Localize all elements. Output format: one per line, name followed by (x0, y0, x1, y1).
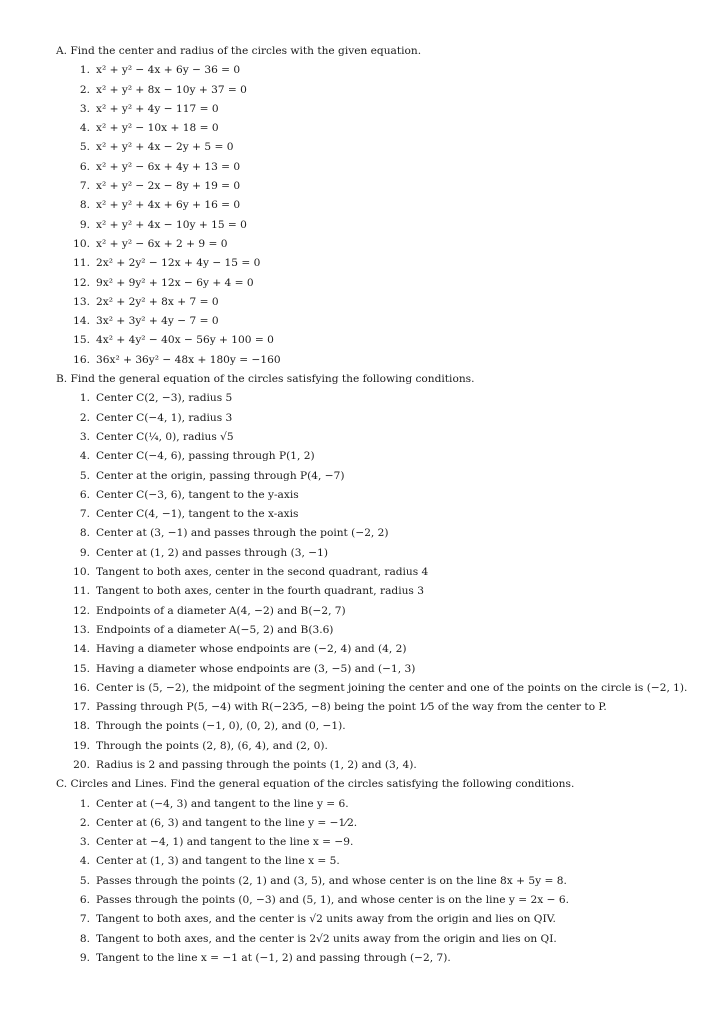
list-item (56, 795, 688, 814)
item-number: 11. (73, 585, 90, 598)
item-number: 9. (79, 951, 90, 964)
item-number: 7. (79, 913, 90, 926)
list-item (56, 274, 688, 293)
item-text: Center at the origin, passing through P(4, −7) (96, 469, 345, 482)
item-number: 5. (79, 874, 90, 887)
list-item (56, 331, 688, 350)
section-c-list (56, 795, 688, 969)
list-item (56, 119, 688, 138)
item-text: Tangent to both axes, center in the second quadrant, radius 4 (96, 566, 429, 579)
item-text: Through the points (2, 8), (6, 4), and (2, 0). (96, 739, 328, 752)
item-text: Center C(4, −1), tangent to the x-axis (96, 508, 299, 521)
item-number: 15. (73, 334, 90, 347)
section-b-heading: B. Find the general equation of the circles satisfying the following conditions. (56, 373, 475, 386)
item-text: x² + y² + 4x + 6y + 16 = 0 (96, 199, 241, 212)
list-item (56, 235, 688, 254)
list-item (56, 138, 688, 157)
item-text: x² + y² − 4x + 6y − 36 = 0 (96, 64, 241, 77)
item-text: Center at (1, 3) and tangent to the line x = 5. (96, 855, 340, 868)
item-number: 1. (79, 797, 90, 810)
item-number: 5. (79, 469, 90, 482)
list-item (56, 467, 688, 486)
list-item (56, 505, 688, 524)
list-item (56, 158, 688, 177)
item-number: 2. (79, 83, 90, 96)
item-text: x² + y² − 10x + 18 = 0 (96, 122, 219, 135)
item-text: Center C(−4, 6), passing through P(1, 2) (96, 450, 315, 463)
list-item (56, 61, 688, 80)
item-text: x² + y² + 4x − 10y + 15 = 0 (96, 218, 247, 231)
item-text: Passes through the points (2, 1) and (3, 5), and whose center is on the line 8x + 5y = 8. (96, 874, 567, 887)
item-text: 9x² + 9y² + 12x − 6y + 4 = 0 (96, 276, 254, 289)
item-number: 15. (73, 662, 90, 675)
item-number: 9. (79, 218, 90, 231)
list-item (56, 447, 688, 466)
list-item (56, 602, 688, 621)
item-number: 8. (79, 199, 90, 212)
list-item (56, 833, 688, 852)
item-text: x² + y² + 8x − 10y + 37 = 0 (96, 83, 247, 96)
item-number: 1. (79, 392, 90, 405)
list-item (56, 544, 688, 563)
item-number: 7. (79, 180, 90, 193)
item-text: Having a diameter whose endpoints are (3, −5) and (−1, 3) (96, 662, 416, 675)
section-b (56, 370, 688, 775)
list-item (56, 293, 688, 312)
item-number: 19. (73, 739, 90, 752)
item-number: 6. (79, 488, 90, 501)
item-text: x² + y² − 6x + 4y + 13 = 0 (96, 160, 241, 173)
list-item (56, 852, 688, 871)
item-text: Having a diameter whose endpoints are (−2, 4) and (4, 2) (96, 643, 407, 656)
item-text: Passes through the points (0, −3) and (5, 1), and whose center is on the line y = 2x − 6. (96, 894, 569, 907)
item-number: 8. (79, 527, 90, 540)
item-text: Tangent to the line x = −1 at (−1, 2) and passing through (−2, 7). (96, 951, 451, 964)
item-text: x² + y² − 6x + 2 + 9 = 0 (96, 237, 228, 250)
item-number: 4. (79, 122, 90, 135)
list-item (56, 660, 688, 679)
item-text: Tangent to both axes, and the center is √2 units away from the origin and lies on QIV. (96, 913, 556, 926)
item-text: Center C(¼, 0), radius √5 (96, 430, 234, 443)
item-text: x² + y² + 4y − 117 = 0 (96, 102, 219, 115)
list-item (56, 428, 688, 447)
item-number: 12. (73, 276, 90, 289)
list-item (56, 949, 688, 968)
list-item (56, 254, 688, 273)
list-item (56, 389, 688, 408)
item-number: 16. (73, 353, 90, 366)
list-item (56, 582, 688, 601)
item-number: 14. (73, 643, 90, 656)
item-text: Center is (5, −2), the midpoint of the segment joining the center and one of the points on the circle is (−2, 1). (96, 681, 688, 694)
list-item (56, 196, 688, 215)
section-c-heading: C. Circles and Lines. Find the general equation of the circles satisfying the following conditions. (56, 778, 575, 791)
list-item (56, 910, 688, 929)
list-item (56, 679, 688, 698)
list-item (56, 891, 688, 910)
list-item (56, 756, 688, 775)
list-item (56, 351, 688, 370)
item-number: 3. (79, 836, 90, 849)
item-text: Center at (−4, 3) and tangent to the line y = 6. (96, 797, 349, 810)
item-text: x² + y² − 2x − 8y + 19 = 0 (96, 180, 241, 193)
item-text: Center C(−3, 6), tangent to the y-axis (96, 488, 299, 501)
item-text: Radius is 2 and passing through the points (1, 2) and (3, 4). (96, 758, 417, 771)
list-item (56, 216, 688, 235)
list-item (56, 640, 688, 659)
item-text: 4x² + 4y² − 40x − 56y + 100 = 0 (96, 334, 274, 347)
item-number: 2. (79, 411, 90, 424)
item-number: 18. (73, 720, 90, 733)
item-number: 1. (79, 64, 90, 77)
item-number: 4. (79, 855, 90, 868)
item-number: 6. (79, 160, 90, 173)
list-item (56, 486, 688, 505)
section-b-list (56, 389, 688, 775)
item-number: 17. (73, 701, 90, 714)
list-item (56, 177, 688, 196)
item-text: Center C(−4, 1), radius 3 (96, 411, 233, 424)
list-item (56, 814, 688, 833)
section-a (56, 42, 688, 370)
item-text: 2x² + 2y² + 8x + 7 = 0 (96, 295, 219, 308)
item-text: Center at (3, −1) and passes through the point (−2, 2) (96, 527, 389, 540)
section-a-list (56, 61, 688, 370)
item-number: 7. (79, 508, 90, 521)
item-number: 20. (73, 758, 90, 771)
item-text: Center C(2, −3), radius 5 (96, 392, 233, 405)
item-text: Endpoints of a diameter A(−5, 2) and B(3.6) (96, 623, 334, 636)
item-number: 2. (79, 816, 90, 829)
section-a-heading: A. Find the center and radius of the circles with the given equation. (56, 45, 422, 57)
item-text: Center at (1, 2) and passes through (3, −1) (96, 546, 328, 559)
list-item (56, 930, 688, 949)
item-text: Through the points (−1, 0), (0, 2), and (0, −1). (96, 720, 346, 733)
item-number: 10. (73, 566, 90, 579)
item-text: Center at (6, 3) and tangent to the line y = −1⁄2. (96, 816, 358, 829)
item-number: 13. (73, 295, 90, 308)
item-number: 8. (79, 932, 90, 945)
item-number: 4. (79, 450, 90, 463)
item-text: Tangent to both axes, and the center is 2√2 units away from the origin and lies on QI. (96, 932, 557, 945)
list-item (56, 312, 688, 331)
list-item (56, 81, 688, 100)
list-item (56, 563, 688, 582)
item-number: 9. (79, 546, 90, 559)
list-item (56, 717, 688, 736)
list-item (56, 100, 688, 119)
item-number: 13. (73, 623, 90, 636)
list-item (56, 524, 688, 543)
item-text: Tangent to both axes, center in the fourth quadrant, radius 3 (96, 585, 424, 598)
item-text: Endpoints of a diameter A(4, −2) and B(−2, 7) (96, 604, 346, 617)
item-number: 5. (79, 141, 90, 154)
item-number: 3. (79, 102, 90, 115)
list-item (56, 409, 688, 428)
item-number: 11. (73, 257, 90, 270)
item-number: 12. (73, 604, 90, 617)
section-c (56, 775, 688, 968)
list-item (56, 872, 688, 891)
item-number: 3. (79, 430, 90, 443)
list-item (56, 698, 688, 717)
item-text: 36x² + 36y² − 48x + 180y = −160 (96, 353, 281, 366)
list-item (56, 737, 688, 756)
item-text: 3x² + 3y² + 4y − 7 = 0 (96, 315, 219, 328)
item-text: 2x² + 2y² − 12x + 4y − 15 = 0 (96, 257, 261, 270)
item-text: x² + y² + 4x − 2y + 5 = 0 (96, 141, 234, 154)
list-item (56, 621, 688, 640)
item-text: Passing through P(5, −4) with R(−23⁄5, −8) being the point 1⁄5 of the way from the center to P. (96, 701, 607, 714)
item-text: Center at −4, 1) and tangent to the line x = −9. (96, 836, 354, 849)
item-number: 14. (73, 315, 90, 328)
item-number: 10. (73, 237, 90, 250)
item-number: 16. (73, 681, 90, 694)
item-number: 6. (79, 894, 90, 907)
